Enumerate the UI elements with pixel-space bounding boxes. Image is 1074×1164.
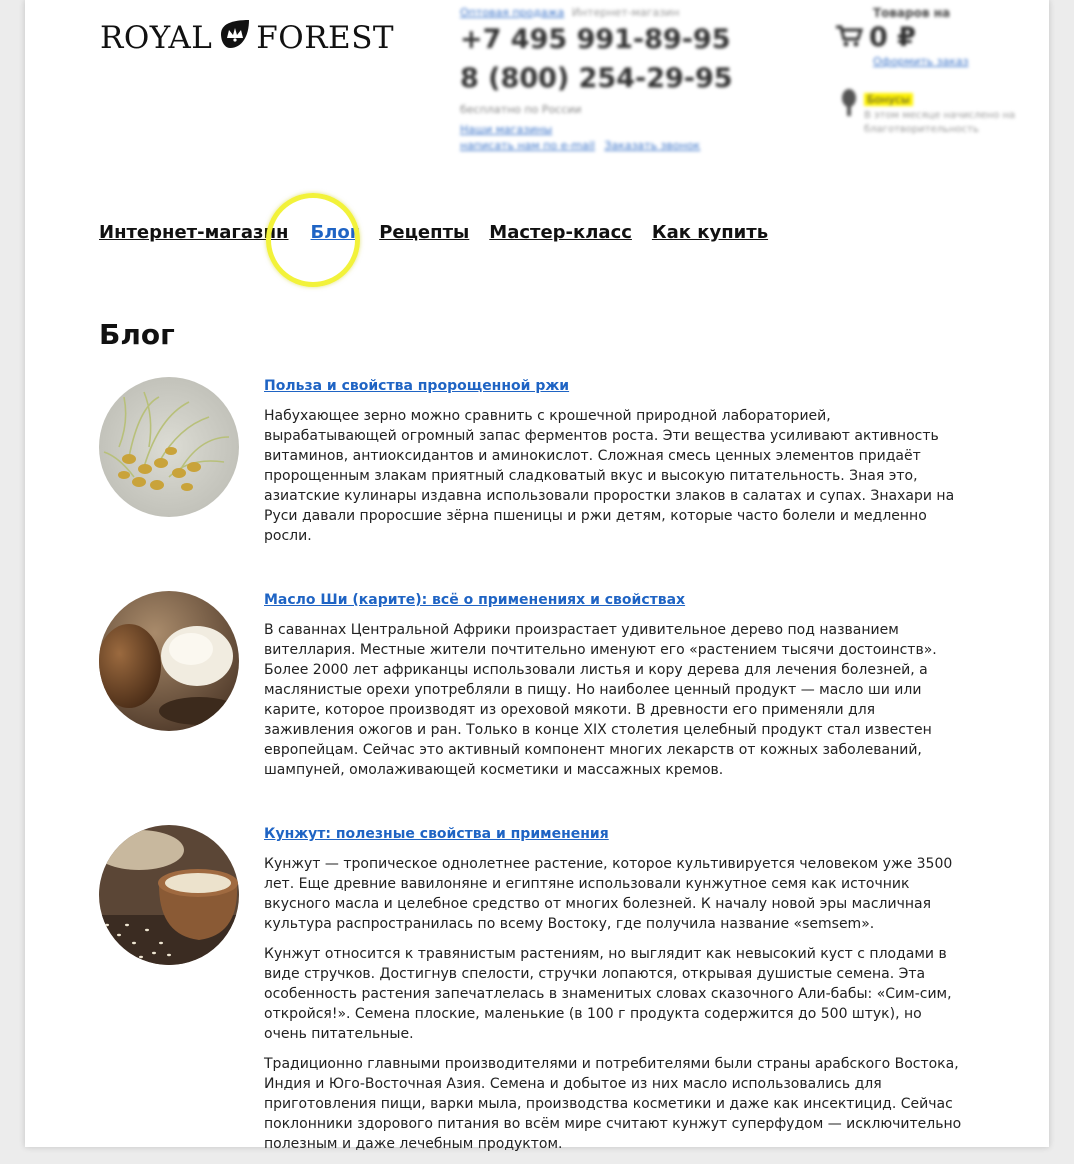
post-body	[264, 377, 964, 556]
callback-link[interactable]: Заказать звонок	[604, 139, 701, 152]
post-thumbnail-shea-butter[interactable]	[99, 591, 239, 731]
bonus-label[interactable]: Бонусы	[864, 93, 913, 106]
contacts-toplinks	[460, 6, 740, 19]
tree-icon	[840, 88, 858, 137]
cart-icon[interactable]	[835, 24, 863, 52]
shops-link[interactable]: Наши магазины	[460, 123, 553, 136]
cart-row[interactable]	[835, 22, 1015, 53]
logo-text-forest: FOREST	[256, 20, 395, 56]
nav-item-how-to-buy[interactable]: Как купить	[651, 222, 769, 243]
post-title-link[interactable]: Кунжут: полезные свойства и применения	[264, 826, 609, 842]
bonus-text: В этом месяце начислено на благотворительность	[864, 110, 1016, 135]
page-title: Блог	[99, 318, 175, 351]
post-thumbnail-sprouted-rye[interactable]	[99, 377, 239, 517]
cart-goods-label: Товаров на	[873, 6, 951, 20]
leaf-crown-icon	[218, 18, 252, 58]
email-link[interactable]: написать нам по e-mail	[460, 139, 595, 152]
post-body	[264, 591, 964, 790]
free-call-note: бесплатно по России	[460, 103, 582, 116]
nav-item-recipes[interactable]: Рецепты	[379, 222, 470, 243]
wholesale-link[interactable]: Оптовая продажа	[460, 6, 565, 19]
post-thumbnail-sesame[interactable]	[99, 825, 239, 965]
main-nav	[99, 222, 788, 243]
shop-caption: Интернет-магазин	[571, 6, 680, 19]
post-paragraph: Традиционно главными производителями и потребителями были страны арабского Востока, Индия и Юго-Восточная Азия. Семена и добытое из них масло использовались для приготовления пищи, варки мыла, производства косметики и даже как инсектицид. Сейчас поклонники здорового питания во всём мире считают кунжут суперфудом — исключительно полезным и даже лечебным продуктом.	[264, 1056, 962, 1152]
nav-item-shop[interactable]: Интернет-магазин	[99, 222, 289, 243]
royal-forest-logo[interactable]	[100, 18, 394, 58]
logo-text-royal: ROYAL	[100, 20, 213, 56]
cart-amount: 0 ₽	[869, 22, 916, 53]
post-paragraph: Кунжут — тропическое однолетнее растение, которое культивируется человеком уже 3500 лет. Еще древние вавилоняне и египтяне использовали кунжутное семя как источник вкусного масла и целебное средство от многих болезней. К началу новой эры масличная культура распространилась по всему Востоку, где получила название «semsem».	[264, 856, 953, 932]
bonus-widget	[840, 88, 1020, 137]
post-paragraph: Набухающее зерно можно сравнить с крошечной природной лабораторией, вырабатывающей огромный запас ферментов роста. Эти вещества усиливают активность витаминов, антиоксидантов и аминокислот. Сложная смесь ценных элементов придаёт пророщенным злакам приятный сладковатый вкус и высокую питательность. Зная это, азиатские кулинары издавна использовали проростки злаков в салатах и супах. Знахари на Руси давали проросшие зёрна пшеницы и ржи детям, которые часто болели и медленно росли.	[264, 408, 955, 544]
checkout-link[interactable]: Оформить заказ	[873, 55, 969, 68]
phone-moscow[interactable]: +7 495 991-89-95	[460, 24, 731, 55]
phone-free[interactable]: 8 (800) 254-29-95	[460, 63, 733, 94]
contacts-links	[460, 122, 740, 154]
cart-widget	[835, 6, 1015, 68]
post-paragraph: Кунжут относится к травянистым растениям, но выглядит как невысокий куст с плодами в виде стручков. Достигнув спелости, стручки лопаются, открывая душистые семена. Эта особенность растения запечатлелась в знаменитых словах сказочного Али-бабы: «Сим-сим, откройся!». Семена плоские, маленькие (в 100 г продукта содержится до 500 штук), но очень питательные.	[264, 946, 952, 1042]
post-title-link[interactable]: Масло Ши (карите): всё о применениях и свойствах	[264, 592, 686, 608]
nav-item-masterclass[interactable]: Мастер-класс	[489, 222, 632, 243]
post-paragraph: В саваннах Центральной Африки произрастает удивительное дерево под названием вителлария. Местные жители почтительно именуют его «растением тысячи достоинств». Более 2000 лет африканцы использовали листья и кору дерева для лечения болезней, а маслянистые орехи употребляли в пищу. Но наиболее ценный продукт — масло ши или карите, которое производят из ореховой мякоти. В древности его применяли для заживления ожогов и ран. Только в конце XIX столетия целебный продукт стал известен европейцам. Сейчас это активный компонент многих лекарств от кожных заболеваний, шампуней, омолаживающей косметики и массажных кремов.	[264, 622, 937, 778]
post-title-link[interactable]: Польза и свойства пророщенной ржи	[264, 378, 570, 394]
post-body	[264, 825, 964, 1164]
page	[25, 0, 1049, 1152]
header-contacts	[460, 6, 740, 154]
nav-item-blog[interactable]: Блог	[310, 222, 360, 243]
